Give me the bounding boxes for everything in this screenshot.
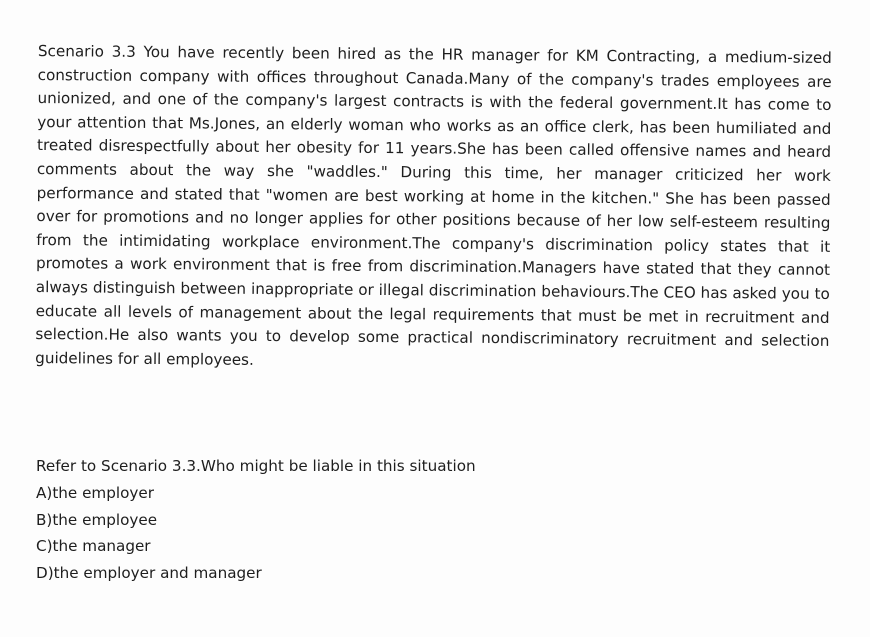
option-d: D)the employer and manager [36, 563, 262, 582]
answer-options [36, 480, 262, 586]
option-b: B)the employee [36, 510, 158, 529]
option-a: A)the employer [36, 484, 154, 502]
question-text: Refer to Scenario 3.3.Who might be liable in this situation [36, 457, 476, 475]
option-c: C)the manager [36, 537, 151, 556]
scenario-paragraph: Scenario 3.3 You have recently been hired as the HR manager for KM Contracting, a medium-sized construction company with offices throughout Canada.Many of the company's trades employees are unionized, and one of the company's largest contracts is with the federal government.It has come to your attention that Ms.Jones, an elderly woman who works as an office clerk, has been humiliated and treated disrespectfully about her obesity for 11 years.She has been called offensive names and heard comments about the way she "waddles." During this time, her manager criticized her work performance and stated that "women are best working at home in the kitchen." She has been passed over for promotions and no longer applies for other positions because of her low self-esteem resulting from the intimidating workplace environment.The company's discrimination policy states that it promotes a work environment that is free from discrimination.Managers have stated that they cannot always distinguish between inappropriate or illegal discrimination behaviours.The CEO has asked you to educate all levels of management about the legal requirements that must be met in recruitment and selection.He also wants you to develop some practical nondiscriminatory recruitment and selection guidelines for all employees. [35, 41, 832, 369]
